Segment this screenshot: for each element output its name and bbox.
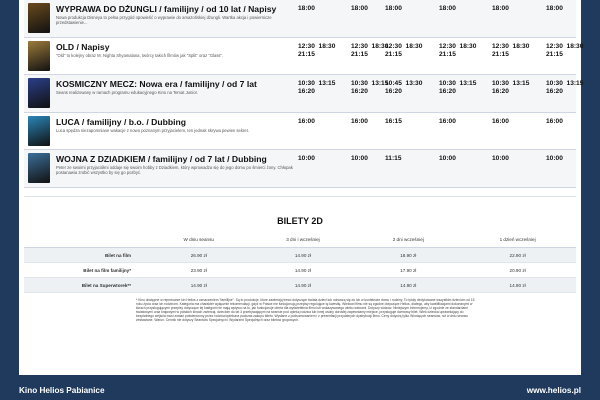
showtime-cell[interactable]: 10:45 13:30 16:20 bbox=[385, 80, 423, 95]
price-cell: 23.90 zł bbox=[149, 263, 248, 278]
showtime-cell[interactable]: 12:30 18:30 21:15 bbox=[351, 42, 389, 58]
pricing-row-label: Bilet na Superwtorek** bbox=[24, 278, 149, 293]
price-cell: 20.90 zł bbox=[459, 263, 576, 278]
pricing-col-header: 2 dni wcześniej bbox=[357, 232, 459, 248]
showtime-cell[interactable]: 10:30 13:15 16:20 bbox=[298, 80, 336, 95]
showtime-cell[interactable]: 10:30 13:15 16:20 bbox=[546, 80, 584, 95]
showtime-cell[interactable]: 18:00 bbox=[492, 5, 509, 12]
price-cell: 14.90 zł bbox=[459, 278, 576, 293]
price-cell: 18.90 zł bbox=[357, 248, 459, 263]
showtime-cell[interactable]: 18:00 bbox=[351, 5, 368, 12]
price-cell: 22.90 zł bbox=[459, 248, 576, 263]
showtime-cell[interactable]: 10:00 bbox=[351, 155, 368, 162]
showtime-cell[interactable]: 16:00 bbox=[439, 117, 456, 125]
movie-description: Nowa produkcja Disneya to pełna przygód opowieść o wyprawie do amazońskiej dżungli. Wartka akcja i powiernicze przedstawienie... bbox=[56, 15, 272, 25]
showtime-cell[interactable]: 10:00 bbox=[439, 155, 456, 162]
pricing-row bbox=[24, 263, 576, 278]
movie-poster[interactable] bbox=[28, 78, 50, 108]
price-cell: 14.90 zł bbox=[248, 278, 357, 293]
movie-description: Peter ze swoimi przyjaciółmi oddaje się swoim hobby z Dziadkiem, który wprowadza się do jego domu po śmierci żony. Chłopak postanawia zrobić wszystko by się go pozbyć. bbox=[56, 165, 293, 175]
movie-title[interactable]: OLD / Napisy bbox=[56, 41, 110, 52]
showtime-cell[interactable]: 12:30 18:30 21:15 bbox=[298, 42, 336, 58]
price-cell: 14.90 zł bbox=[248, 263, 357, 278]
footer-bar bbox=[0, 381, 600, 400]
showtime-cell[interactable]: 12:30 18:30 21:15 bbox=[492, 42, 530, 58]
showtime-cell[interactable]: 16:00 bbox=[351, 117, 368, 125]
showtime-cell[interactable]: 16:00 bbox=[546, 117, 563, 125]
pricing-row-label: Bilet na film familijny* bbox=[24, 263, 149, 278]
price-cell: 14.90 zł bbox=[248, 248, 357, 263]
pricing-heading: BILETY 2D bbox=[277, 216, 323, 226]
movie-title[interactable]: WOJNA Z DZIADKIEM / familijny / od 7 lat / Dubbing bbox=[56, 154, 267, 164]
showtime-cell[interactable]: 16:00 bbox=[298, 117, 315, 125]
movie-description: Luca spędza niezapomniane wakacje z nowo poznanym przyjacielem, ten jednak skrywa pewien sekret. bbox=[56, 127, 249, 133]
showtime-cell[interactable]: 10:00 bbox=[298, 155, 315, 162]
showtime-cell[interactable]: 12:30 18:30 21:15 bbox=[385, 42, 423, 58]
price-cell: 26.90 zł bbox=[149, 248, 248, 263]
movie-description: "Old" to kolejny obraz M. Nighta Shyamalana, twórcy takich filmów jak "Split" oraz "Glass". bbox=[56, 52, 224, 58]
pricing-col-header: 1 dzień wcześniej bbox=[459, 232, 576, 248]
movie-poster[interactable] bbox=[28, 116, 50, 146]
pricing-row-label: Bilet na film bbox=[24, 248, 149, 263]
showtime-cell[interactable]: 12:30 18:30 21:15 bbox=[546, 42, 584, 58]
pricing-table bbox=[24, 232, 576, 293]
showtime-cell[interactable]: 18:00 bbox=[385, 5, 402, 12]
pricing-col-header: W dniu seansu bbox=[149, 232, 248, 248]
showtime-cell[interactable]: 18:00 bbox=[298, 5, 315, 12]
movie-poster[interactable] bbox=[28, 3, 50, 33]
cinema-name: Kino Helios Pabianice bbox=[19, 386, 105, 395]
price-cell: 17.90 zł bbox=[357, 263, 459, 278]
movie-row[interactable] bbox=[24, 0, 576, 38]
price-cell: 14.90 zł bbox=[149, 278, 248, 293]
pricing-header-blank bbox=[24, 232, 149, 248]
movie-row[interactable] bbox=[24, 113, 576, 151]
pricing-col-header: 3 dni i wcześniej bbox=[248, 232, 357, 248]
schedule-table bbox=[24, 0, 584, 188]
showtime-cell[interactable]: 11:15 bbox=[385, 155, 402, 162]
showtime-cell[interactable]: 16:15 bbox=[385, 117, 402, 125]
movie-title[interactable]: WYPRAWA DO DŻUNGLI / familijny / od 10 lat / Napisy bbox=[56, 4, 277, 14]
showtime-cell[interactable]: 10:00 bbox=[546, 155, 563, 162]
showtime-cell[interactable]: 10:30 13:15 16:20 bbox=[351, 80, 389, 95]
section-divider bbox=[24, 196, 576, 197]
movie-title[interactable]: LUCA / familijny / b.o. / Dubbing bbox=[56, 116, 187, 127]
movie-row[interactable] bbox=[24, 38, 584, 76]
showtime-cell[interactable]: 16:00 bbox=[492, 117, 509, 125]
showtime-cell[interactable]: 18:00 bbox=[546, 5, 563, 12]
pricing-row bbox=[24, 278, 576, 293]
website-link[interactable]: www.helios.pl bbox=[526, 386, 581, 395]
movie-row[interactable] bbox=[24, 150, 576, 188]
pricing-section bbox=[24, 216, 576, 293]
movie-poster[interactable] bbox=[28, 153, 50, 183]
movie-poster[interactable] bbox=[28, 41, 50, 71]
movie-row[interactable] bbox=[24, 75, 584, 113]
showtime-cell[interactable]: 12:30 18:30 21:15 bbox=[439, 42, 477, 58]
movie-title[interactable]: KOSMICZNY MECZ: Nowa era / familijny / od 7 lat bbox=[56, 79, 257, 89]
pricing-notes: * Kino dostępne w repertuarze kin Helios z oznaczeniem "familijne". Są to produkcje, które zawierają treści dotyczące świata dzieci lub odnoszą się do ich w kontekście domu i rodziny. To tytuły dedykowane wszystkim dzieciom od 15 roku życia oraz ich rodzinom. Kategoria ma charakter wyłącznie rekomendacji, gdyż w Polsce nie funkcjonują przepisy regulujące tę kwestię. Wiekowi filmu nie są zgodne dotyczące Helios, dlatego, aby kwalifikacjami dokonanymi w kinach przysługującymi przepisy dotyczące tej kategorii nie mają wpływu na to, jak funkcjonuje oferta dla wyświetlenia filmu lub wskazywanego wieku widowni. Dotyczy widzów. Niniejszym informujemy, iż zgodnie ze standardami światowymi oraz krajowymi w polskich kinach zwierząt, dzieciom do lat 3 przebywającym na seansie pod opieką rodzica lub innej osoby dorosłej zapewniamy miejsce, przysługuje darmowy bilet. Wiek dziecka uprawniający do bezpłatnego wejścia musi zostać potwierdzony przez rodzica/opiekuna podczas zakupu biletu. Wysłane z podsumowaniem i z prezentacji przydatnych dystrybucji filmu. Ceny dotyczą tylko Wiodących seansów, niż w dniu seansu zestawiane. Warun. Cennik nie dotyczy Seansów Specjalnych i Wydarzeń Specjalnych oraz biletów grupowych. bbox=[136, 298, 475, 322]
showtime-cell[interactable]: 10:30 13:15 16:20 bbox=[439, 80, 477, 95]
movie-description: Seans realizowany w ramach programu edukacyjnego Kino na Temat Junior. bbox=[56, 90, 198, 95]
showtime-cell[interactable]: 18:00 bbox=[439, 5, 456, 12]
price-cell: 14.90 zł bbox=[357, 278, 459, 293]
showtime-cell[interactable]: 10:00 bbox=[492, 155, 509, 162]
pricing-row bbox=[24, 248, 576, 263]
pricing-header-row bbox=[24, 232, 576, 248]
showtime-cell[interactable]: 10:30 13:15 16:20 bbox=[492, 80, 530, 95]
